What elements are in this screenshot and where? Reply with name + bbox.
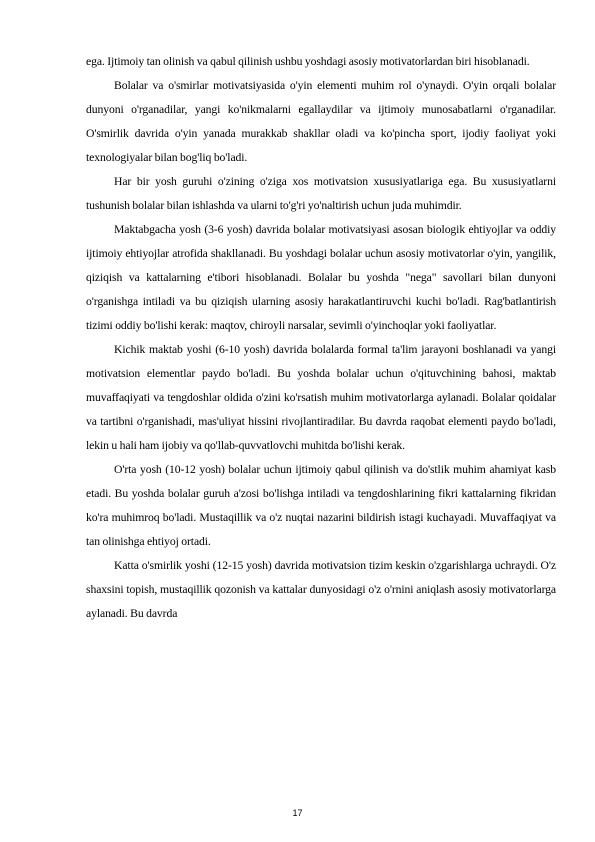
paragraph-2: Bolalar va o'smirlar motivatsiyasida o'yin elementi muhim rol o'ynaydi. O'yin orqali bolalar dunyoni o'rganadilar, yangi ko'nikmalarni egallaydilar va ijtimoiy munosabatlarni o'rganadilar. O'smirlik davrida o'yin yanada murakkab shakllar oladi va ko'pincha sport, ijodiy faoliyat yoki texnologiyalar bilan bog'liq bo'ladi.	[86, 79, 556, 164]
page-number: 17	[292, 808, 303, 818]
paragraph-5: Kichik maktab yoshi (6-10 yosh) davrida bolalarda formal ta'lim jarayoni boshlanadi va yangi motivatsion elementlar paydo bo'ladi. Bu yoshda bolalar uchun o'qituvchining bahosi, maktab muvaffaqiyati va tengdoshlar oldida o'zini ko'rsatish muhim motivatorlarga aylanadi. Bolalar qoidalar va tartibni o'rganishadi, mas'uliyat hissini rivojlantiradilar. Bu davrda raqobat elementi paydo bo'ladi, lekin u hali ham ijobiy va qo'llab-quvvatlovchi muhitda bo'lishi kerak.	[86, 343, 556, 452]
paragraph-3: Har bir yosh guruhi o'zining o'ziga xos motivatsion xususiyatlariga ega. Bu xususiyatlarni tushunish bolalar bilan ishlashda va ularni to'g'ri yo'naltirish uchun juda muhimdir.	[86, 175, 556, 212]
paragraph-7: Katta o'smirlik yoshi (12-15 yosh) davrida motivatsion tizim keskin o'zgarishlarga uchraydi. O'z shaxsini topish, mustaqillik qozonish va kattalar dunyosidagi o'z o'rnini aniqlash asosiy motivatorlarga aylanadi. Bu davrda	[86, 559, 556, 620]
paragraph-6: O'rta yosh (10-12 yosh) bolalar uchun ijtimoiy qabul qilinish va do'stlik muhim ahamiyat kasb etadi. Bu yoshda bolalar guruh a'zosi bo'lishga intiladi va tengdoshlarining fikri kattalarning fikridan ko'ra muhimroq bo'ladi. Mustaqillik va o'z nuqtai nazarini bildirish istagi kuchayadi. Muvaffaqiyat va tan olinishga ehtiyoj ortadi.	[86, 463, 556, 548]
paragraph-1: ega. Ijtimoiy tan olinish va qabul qilinish ushbu yoshdagi asosiy motivatorlardan biri hisoblanadi.	[86, 55, 530, 68]
page-body	[86, 50, 556, 626]
paragraph-4: Maktabgacha yosh (3-6 yosh) davrida bolalar motivatsiyasi asosan biologik ehtiyojlar va oddiy ijtimoiy ehtiyojlar atrofida shakllanadi. Bu yoshdagi bolalar uchun asosiy motivatorlar o'yin, yangilik, qiziqish va kattalarning e'tibori hisoblanadi. Bolalar bu yoshda "nega" savollari bilan dunyoni o'rganishga intiladi va bu qiziqish ularning asosiy harakatlantiruvchi kuchi bo'ladi. Rag'batlantirish tizimi oddiy bo'lishi kerak: maqtov, chiroyli narsalar, sevimli o'yinchoqlar yoki faoliyatlar.	[86, 223, 556, 332]
